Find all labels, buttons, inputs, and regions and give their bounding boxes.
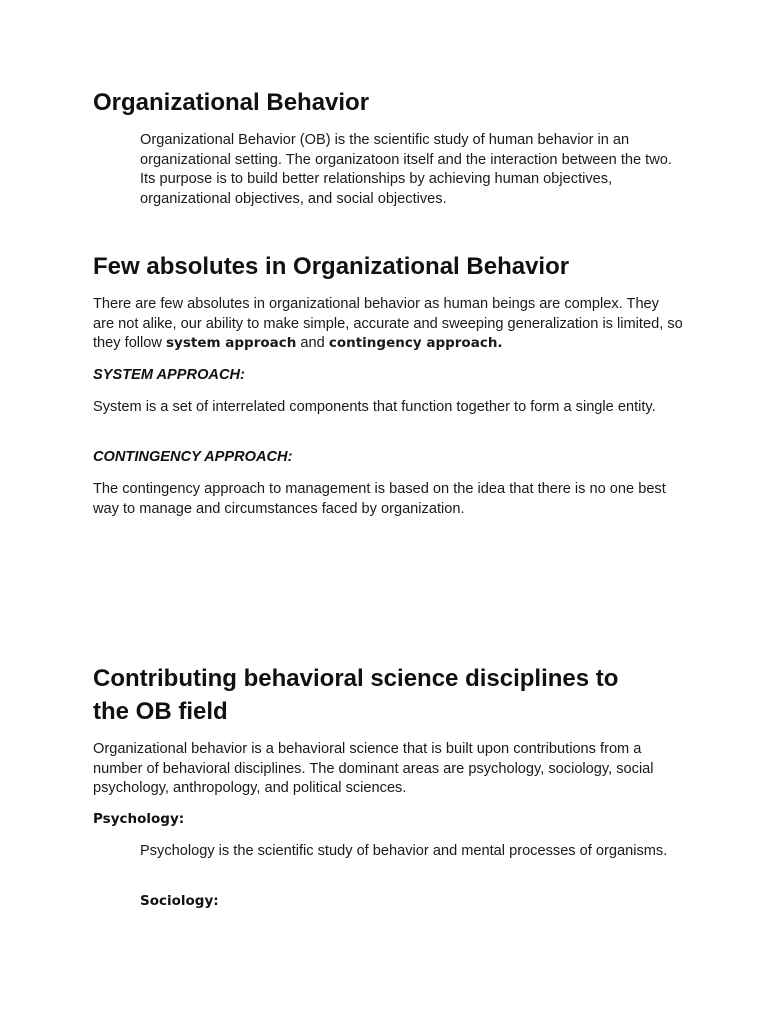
sociology-label: Sociology:: [140, 893, 219, 909]
few-absolutes-paragraph: [93, 295, 683, 354]
few-absolutes-text: There are few absolutes in organizational behavior as human beings are complex. They are not alike, our ability to make simple, accurate and sweeping generalization is limited, so they follow: [93, 296, 683, 351]
contingency-approach-label: CONTINGENCY APPROACH:: [93, 449, 293, 465]
heading-line-2: the OB field: [93, 698, 228, 725]
contingency-approach-term: contingency approach.: [328, 335, 503, 351]
system-approach-label: SYSTEM APPROACH:: [93, 367, 245, 383]
connector-text: and: [296, 335, 329, 351]
psychology-label: Psychology:: [93, 811, 185, 827]
system-approach-paragraph: System is a set of interrelated components that function together to form a single entity.: [93, 399, 656, 415]
system-approach-term: system approach: [166, 335, 297, 351]
heading-few-absolutes: Few absolutes in Organizational Behavior: [93, 253, 570, 280]
disciplines-paragraph: Organizational behavior is a behavioral science that is built upon contributions from a number of behavioral disciplines. The dominant areas are psychology, sociology, social psychology, anthropology, and political sciences.: [93, 741, 654, 796]
heading-contributing-disciplines: [93, 662, 618, 728]
heading-organizational-behavior: Organizational Behavior: [93, 89, 370, 116]
ob-definition-paragraph: Organizational Behavior (OB) is the scientific study of human behavior in an organizational setting. The organizatoon itself and the interaction between the two. Its purpose is to build better relationships by achieving human objectives, organizational objectives, and social objectives.: [140, 132, 672, 207]
contingency-approach-paragraph: The contingency approach to management is based on the idea that there is no one best way to manage and circumstances faced by organization.: [93, 481, 666, 517]
psychology-paragraph: Psychology is the scientific study of behavior and mental processes of organisms.: [140, 843, 668, 859]
heading-line-1: Contributing behavioral science disciplines to: [93, 665, 619, 692]
